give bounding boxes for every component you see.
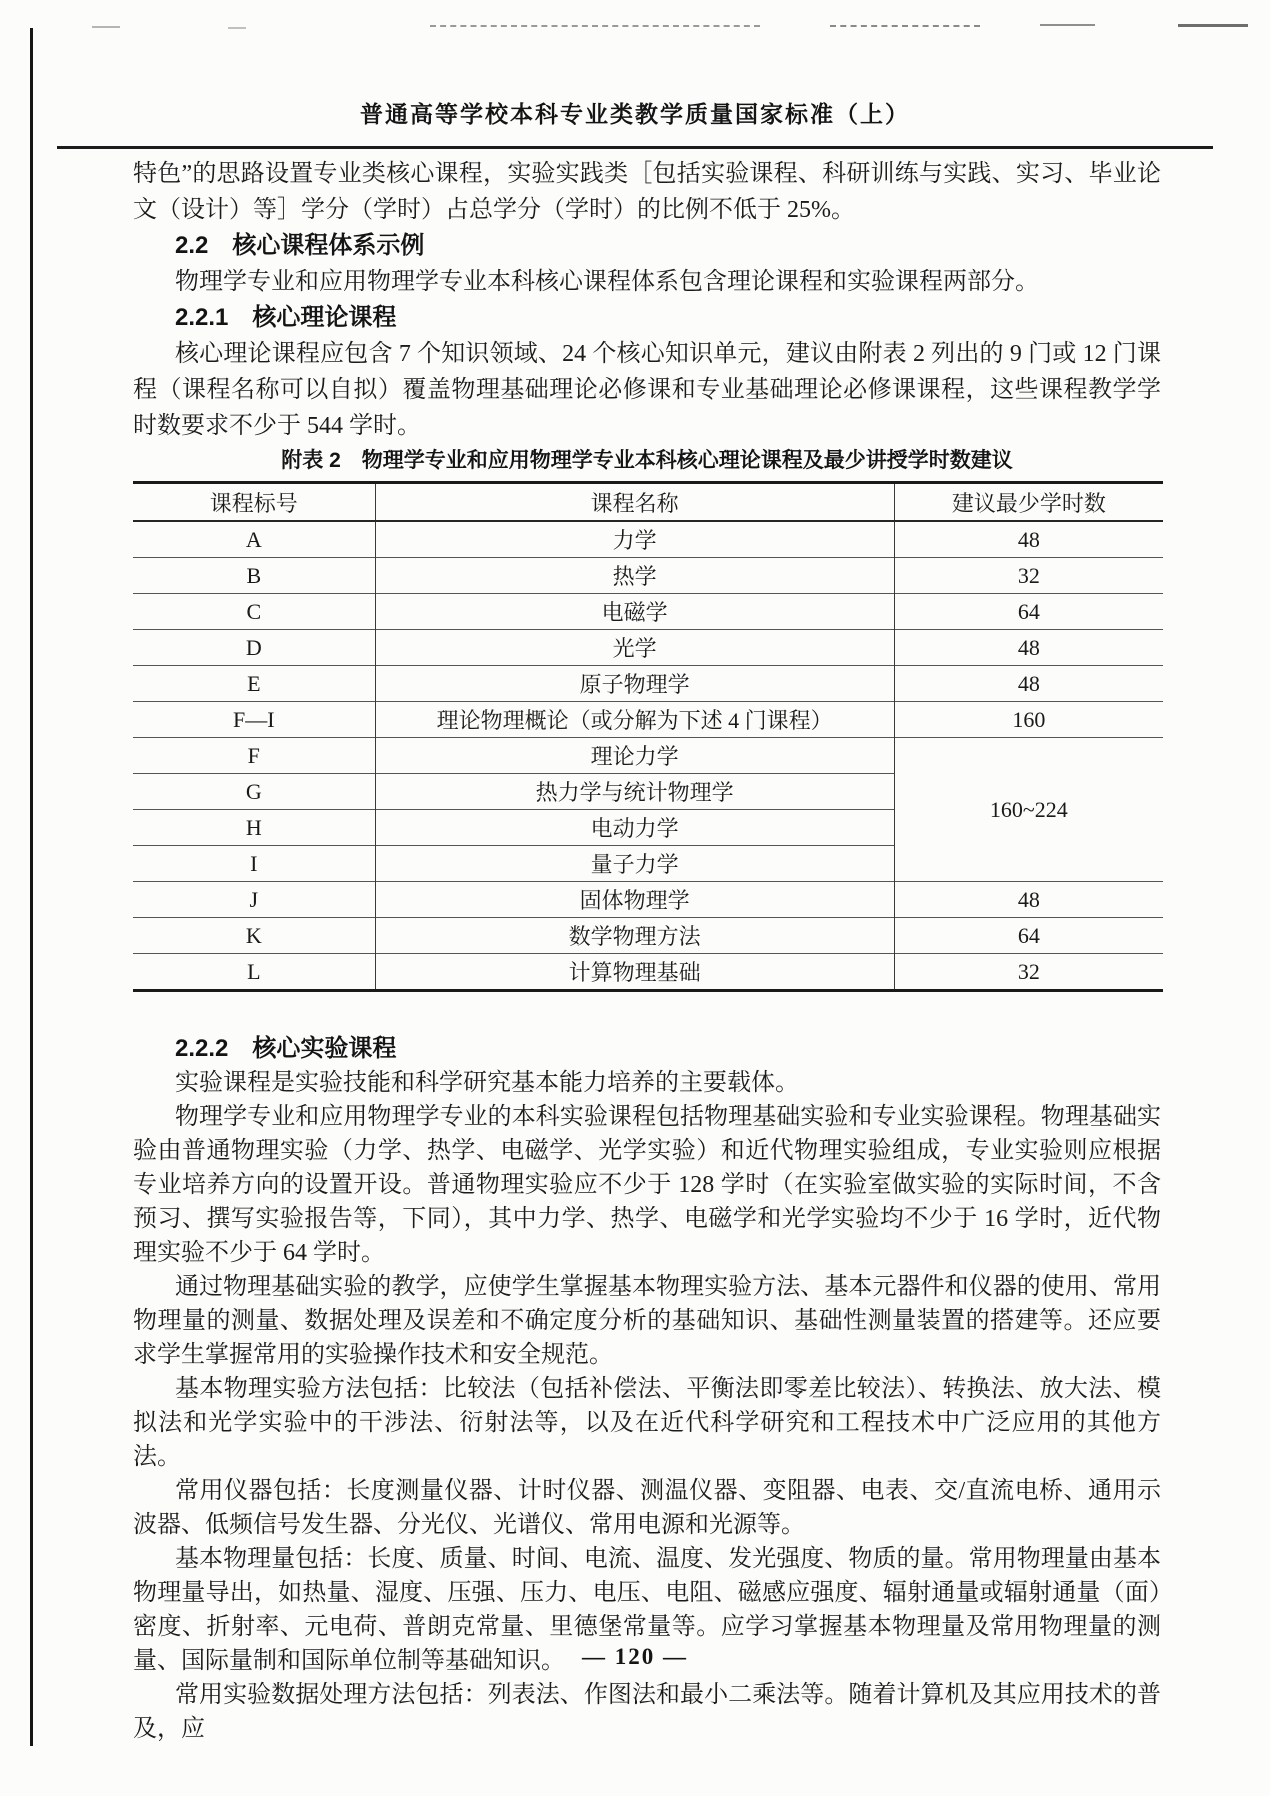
scan-artifact xyxy=(1178,24,1248,27)
course-code-cell: D xyxy=(133,630,375,666)
core-theory-course-table xyxy=(133,481,1163,992)
course-hours-merged-cell: 160~224 xyxy=(894,738,1163,882)
course-hours-cell: 48 xyxy=(894,630,1163,666)
course-row xyxy=(133,918,1163,954)
course-name-cell: 理论力学 xyxy=(375,738,894,774)
scan-artifact xyxy=(430,25,760,27)
course-name-cell: 数学物理方法 xyxy=(375,918,894,954)
course-name-cell: 电磁学 xyxy=(375,594,894,630)
course-code-cell: A xyxy=(133,521,375,558)
column-header-course-name: 课程名称 xyxy=(375,483,894,522)
paragraph-overview: 物理学专业和应用物理学专业本科核心课程体系包含理论课程和实验课程两部分。 xyxy=(175,269,1039,295)
course-row xyxy=(133,521,1163,558)
paragraph-experiment-teaching: 通过物理基础实验的教学，应使学生掌握基本物理实验方法、基本元器件和仪器的使用、常用物理量的测量、数据处理及误差和不确定度分析的基础知识、基础性测量装置的搭建等。还应要求学生掌握常用的实验操作技术和安全规范。 xyxy=(133,1274,1161,1368)
course-code-cell: F—I xyxy=(133,702,375,738)
course-hours-cell: 48 xyxy=(894,882,1163,918)
course-code-cell: L xyxy=(133,954,375,991)
course-name-cell: 力学 xyxy=(375,521,894,558)
course-hours-cell: 48 xyxy=(894,666,1163,702)
heading-2-2: 2.2 核心课程体系示例 xyxy=(175,232,425,259)
course-hours-cell: 64 xyxy=(894,594,1163,630)
course-name-cell: 原子物理学 xyxy=(375,666,894,702)
running-title: 普通高等学校本科专业类教学质量国家标准（上） xyxy=(360,101,910,127)
course-code-cell: I xyxy=(133,846,375,882)
course-code-cell: C xyxy=(133,594,375,630)
course-name-cell: 热学 xyxy=(375,558,894,594)
course-hours-cell: 32 xyxy=(894,558,1163,594)
scan-artifact xyxy=(1040,24,1095,26)
course-name-cell: 理论物理概论（或分解为下述 4 门课程） xyxy=(375,702,894,738)
course-code-cell: G xyxy=(133,774,375,810)
course-code-cell: J xyxy=(133,882,375,918)
course-hours-cell: 64 xyxy=(894,918,1163,954)
column-header-course-hours: 建议最少学时数 xyxy=(894,483,1163,522)
course-hours-cell: 32 xyxy=(894,954,1163,991)
course-hours-cell: 160 xyxy=(894,702,1163,738)
course-name-cell: 电动力学 xyxy=(375,810,894,846)
course-code-cell: B xyxy=(133,558,375,594)
course-row xyxy=(133,666,1163,702)
scan-edge-line xyxy=(30,28,33,1746)
scan-artifact xyxy=(92,26,120,28)
page-content xyxy=(133,156,1161,1746)
course-hours-cell: 48 xyxy=(1017,526,1040,552)
column-header-course-code: 课程标号 xyxy=(133,483,375,522)
paragraph-core-theory: 核心理论课程应包含 7 个知识领域、24 个核心知识单元，建议由附表 2 列出的 9 门或 12 门课程（课程名称可以自拟）覆盖物理基础理论必修课和专业基础理论必修课课程，这些课程教学学时数要求不少于 544 学时。 xyxy=(133,341,1161,439)
scan-artifact xyxy=(830,25,980,27)
course-row xyxy=(133,954,1163,991)
course-row xyxy=(133,594,1163,630)
course-row xyxy=(133,702,1163,738)
paragraph-experiment-intro: 实验课程是实验技能和科学研究基本能力培养的主要载体。 xyxy=(175,1070,799,1096)
course-code-cell: F xyxy=(133,738,375,774)
scan-artifact xyxy=(228,27,246,29)
course-name-cell: 光学 xyxy=(375,630,894,666)
course-code-cell: E xyxy=(133,666,375,702)
course-code-cell: H xyxy=(133,810,375,846)
paragraph-instruments: 常用仪器包括：长度测量仪器、计时仪器、测温仪器、变阻器、电表、交/直流电桥、通用示波器、低频信号发生器、分光仪、光谱仪、常用电源和光源等。 xyxy=(133,1478,1161,1538)
header-rule xyxy=(57,146,1213,149)
course-name-cell: 热力学与统计物理学 xyxy=(375,774,894,810)
table-caption: 附表 2 物理学专业和应用物理学专业本科核心理论课程及最少讲授学时数建议 xyxy=(281,449,1013,472)
course-row xyxy=(133,558,1163,594)
paragraph-data-processing: 常用实验数据处理方法包括：列表法、作图法和最小二乘法等。随着计算机及其应用技术的普及，应 xyxy=(133,1682,1161,1742)
paragraph-physical-quantities: 基本物理量包括：长度、质量、时间、电流、温度、发光强度、物质的量。常用物理量由基本物理量导出，如热量、湿度、压强、压力、电压、电阻、磁感应强度、辐射通量或辐射通量（面）密度、折射率、元电荷、普朗克常量、里德堡常量等。应学习掌握基本物理量及常用物理量的测量、国际量制和国际单位制等基础知识。 xyxy=(133,1546,1161,1674)
course-row xyxy=(133,630,1163,666)
heading-2-2-1: 2.2.1 核心理论课程 xyxy=(175,304,397,331)
paragraph-experiment-methods: 基本物理实验方法包括：比较法（包括补偿法、平衡法即零差比较法）、转换法、放大法、模拟法和光学实验中的干涉法、衍射法等，以及在近代科学研究和工程技术中广泛应用的其他方法。 xyxy=(133,1376,1161,1470)
course-name-cell: 量子力学 xyxy=(375,846,894,882)
course-code-cell: K xyxy=(133,918,375,954)
heading-2-2-2: 2.2.2 核心实验课程 xyxy=(175,1035,397,1062)
course-name-cell: 计算物理基础 xyxy=(375,954,894,991)
course-name-cell: 固体物理学 xyxy=(375,882,894,918)
table-header-row xyxy=(133,483,1163,522)
page-number: — 120 — xyxy=(582,1644,688,1669)
paragraph-experiment-structure: 物理学专业和应用物理学专业的本科实验课程包括物理基础实验和专业实验课程。物理基础实验由普通物理实验（力学、热学、电磁学、光学实验）和近代物理实验组成，专业实验则应根据专业培养方向的设置开设。普通物理实验应不少于 128 学时（在实验室做实验的实际时间，不含预习、撰写实验报告等，下同），其中力学、热学、电磁学和光学实验均不少于 16 学时，近代物理实验不少于 64 学时。 xyxy=(133,1104,1161,1266)
course-row xyxy=(133,882,1163,918)
course-row xyxy=(133,738,1163,774)
paragraph-continuation: 特色”的思路设置专业类核心课程，实验实践类［包括实验课程、科研训练与实践、实习、毕业论文（设计）等］学分（学时）占总学分（学时）的比例不低于 25%。 xyxy=(133,161,1161,223)
